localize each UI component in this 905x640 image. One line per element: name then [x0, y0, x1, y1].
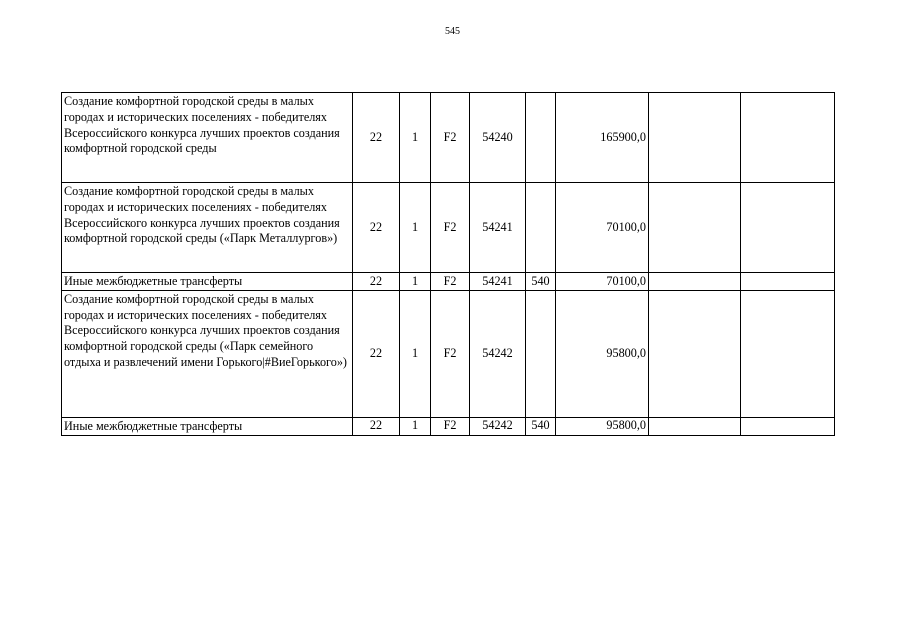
empty-cell — [741, 273, 835, 291]
code-cell: F2 — [431, 93, 470, 183]
code-cell: 1 — [400, 93, 431, 183]
row-name-cell: Создание комфортной городской среды в малых городах и исторических поселениях - победителях Всероссийского конкурса лучших проектов создания комфортной городской среды — [62, 93, 353, 183]
code-cell: 1 — [400, 183, 431, 273]
amount-cell: 95800,0 — [556, 417, 649, 435]
row-name-cell: Иные межбюджетные трансферты — [62, 273, 353, 291]
empty-cell — [649, 183, 741, 273]
code-cell: 1 — [400, 290, 431, 417]
code-cell: 54242 — [470, 417, 526, 435]
code-cell: F2 — [431, 290, 470, 417]
code-cell: F2 — [431, 183, 470, 273]
code-cell: 54241 — [470, 273, 526, 291]
row-name-cell: Создание комфортной городской среды в малых городах и исторических поселениях - победителях Всероссийского конкурса лучших проектов создания комфортной городской среды («Парк семейного отдыха и развлечений имени Горького|#ВиеГорького») — [62, 290, 353, 417]
empty-cell — [741, 290, 835, 417]
table-row — [62, 290, 835, 417]
table-row — [62, 183, 835, 273]
table-row — [62, 93, 835, 183]
row-name-cell: Создание комфортной городской среды в малых городах и исторических поселениях - победителях Всероссийского конкурса лучших проектов создания комфортной городской среды («Парк Металлургов») — [62, 183, 353, 273]
code-cell: 54240 — [470, 93, 526, 183]
amount-cell: 165900,0 — [556, 93, 649, 183]
amount-cell: 70100,0 — [556, 183, 649, 273]
table-row — [62, 273, 835, 291]
code-cell: 540 — [526, 273, 556, 291]
empty-cell — [649, 417, 741, 435]
code-cell: 22 — [353, 93, 400, 183]
amount-cell: 95800,0 — [556, 290, 649, 417]
empty-cell — [741, 183, 835, 273]
code-cell — [526, 93, 556, 183]
code-cell: 22 — [353, 183, 400, 273]
page-number: 545 — [445, 26, 460, 37]
code-cell: 22 — [353, 417, 400, 435]
amount-cell: 70100,0 — [556, 273, 649, 291]
table-row — [62, 417, 835, 435]
empty-cell — [649, 273, 741, 291]
code-cell: 22 — [353, 273, 400, 291]
code-cell: F2 — [431, 273, 470, 291]
code-cell — [526, 183, 556, 273]
code-cell — [526, 290, 556, 417]
code-cell: 22 — [353, 290, 400, 417]
code-cell: 1 — [400, 273, 431, 291]
code-cell: 54241 — [470, 183, 526, 273]
budget-table — [61, 92, 835, 436]
empty-cell — [741, 93, 835, 183]
code-cell: 54242 — [470, 290, 526, 417]
row-name-cell: Иные межбюджетные трансферты — [62, 417, 353, 435]
empty-cell — [649, 93, 741, 183]
empty-cell — [741, 417, 835, 435]
code-cell: 540 — [526, 417, 556, 435]
code-cell: F2 — [431, 417, 470, 435]
empty-cell — [649, 290, 741, 417]
code-cell: 1 — [400, 417, 431, 435]
